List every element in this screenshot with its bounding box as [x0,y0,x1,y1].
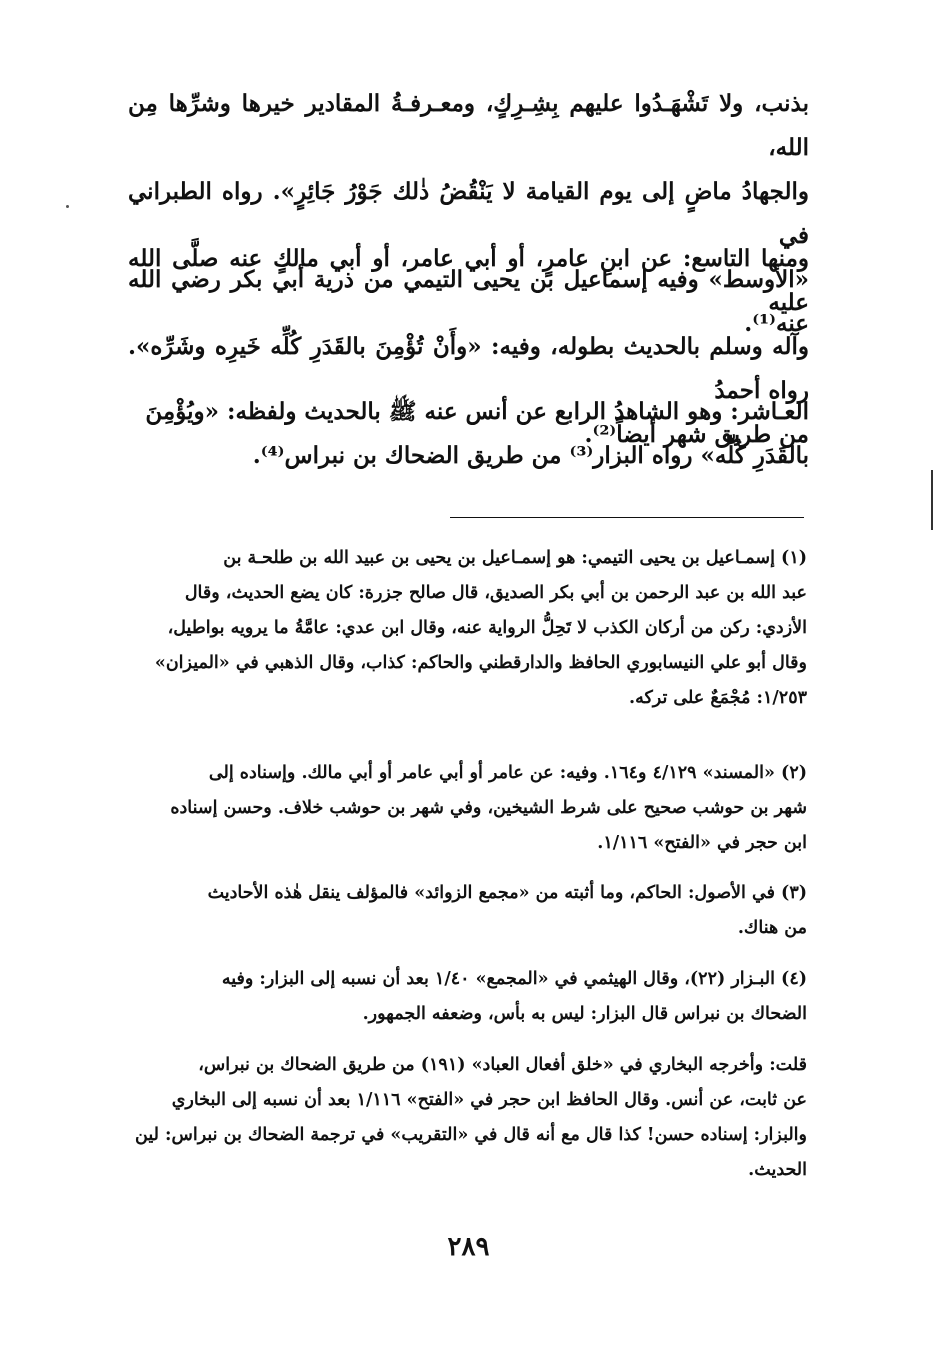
page-number: ٢٨٩ [447,1232,490,1262]
footnote-line: عبد الله بن عبد الرحمن بن أبي بكر الصديق، قال صالح جزرة: كان يضع الحديث، وقال [184,583,807,603]
footnote-line: شهر بن حوشب صحيح على شرط الشيخين، وفي شهر بن حوشب خلاف. وحسن إسناده [170,798,807,818]
text-line: وآله وسلم بالحديث بطوله، وفيه: «وأَنْ تُؤْمِنَ بالقَدَرِ كُلِّه خَيرِه وشَرِّه». رواه أحمدُ [128,333,809,404]
text-line: «الأوسط» وفيه إسماعيل بن يحيى التيمي من ذرية أبي بكر رضي الله عنه⁽¹⁾. [128,266,809,337]
footnote-line: الضحاك بن نبراس قال البزار: ليس به بأس، وضعفه الجمهور. [362,1004,807,1024]
footnote-line: ابن حجر في «الفتح» ١/١١٦. [597,833,807,853]
scan-edge-mark [931,470,933,530]
footnote-line: ١/٢٥٣: مُجْمَعٌ على تركه. [629,688,807,708]
footnote-line: (١) إسمـاعيل بن يحيى التيمي: هو إسمـاعيل بن يحيى بن عبيد الله بن طلحـة بن [223,548,807,568]
text-line: العـاشر: وهو الشاهدُ الرابع عن أنس عنه ﷺ بالحديث ولفظه: «ويُؤْمِنَ [145,398,809,425]
scan-speck [66,205,69,208]
footnote-3 [132,876,807,946]
footnote-separator [450,517,804,518]
footnote-line: (٣) في الأصول: الحاكم، وما أثبته من «مجمع الزوائد» فالمؤلف ينقل هٰذه الأحاديث [207,883,807,903]
main-paragraph-3 [128,390,809,478]
text-line: بذنب، ولا تَشْهَـدُوا عليهم بِشِـرِكٍ، ومعـرفـةُ المقادير خيرها وشرِّها مِن الله، [128,90,809,161]
footnote-line: قلت: وأخرجه البخاري في «خلق أفعال العباد» (١٩١) من طريق الضحاك بن نبراس، [198,1055,807,1075]
footnote-line: وقال أبو علي النيسابوري الحافظ والدارقطني والحاكم: كذاب، وقال الذهبي في «الميزان» [154,653,807,673]
footnote-line: (٢) «المسند» ٤/١٢٩ و١٦٤. وفيه: عن عامر أو أبي عامر أو أبي مالك. وإسناده إلى [208,763,807,783]
footnote-4-continuation [132,1048,807,1188]
text-line: بالقَدَرِ كُلِّه» رواه البزار⁽³⁾ من طريق الضحاك بن نبراس⁽⁴⁾. [252,442,809,469]
text-line: ومنها التاسع: عن ابنِ عامرٍ، أو أبي عامر، أو أبي مالكٍ عنه صلَّى الله عليه [128,245,809,316]
footnote-2 [132,756,807,861]
footnote-line: عن ثابت، عن أنس. وقال الحافظ ابن حجر في «الفتح» ١/١١٦ بعد أن نسبه إلى البخاري [171,1090,807,1110]
footnote-line: (٤) البـزار (٢٢)، وقال الهيثمي في «المجمع» ١/٤٠ بعد أن نسبه إلى البزار: وفيه [221,969,807,989]
footnote-4 [132,962,807,1032]
footnote-line: من هناك. [737,918,807,938]
footnote-line: الحديث. [748,1160,807,1180]
text-line: من طريق شهر أيضاً⁽²⁾. [584,421,809,448]
footnote-line: الأزدي: ركن من أركان الكذب لا تَحِلُّ الرواية عنه، وقال ابن عدي: عامَّةُ ما يرويه بواطيل، [167,618,807,638]
footnote-1 [132,541,807,716]
text-line: والجهادُ ماضٍ إلى يوم القيامة لا يَنْقُضُ ذٰلك جَوْرُ جَائِرٍ». رواه الطبراني في [128,178,809,249]
footnote-line: والبزار: إسناده حسن! كذا قال مع أنه قال في «التقريب» في ترجمة الضحاك بن نبراس: لين [135,1125,807,1145]
